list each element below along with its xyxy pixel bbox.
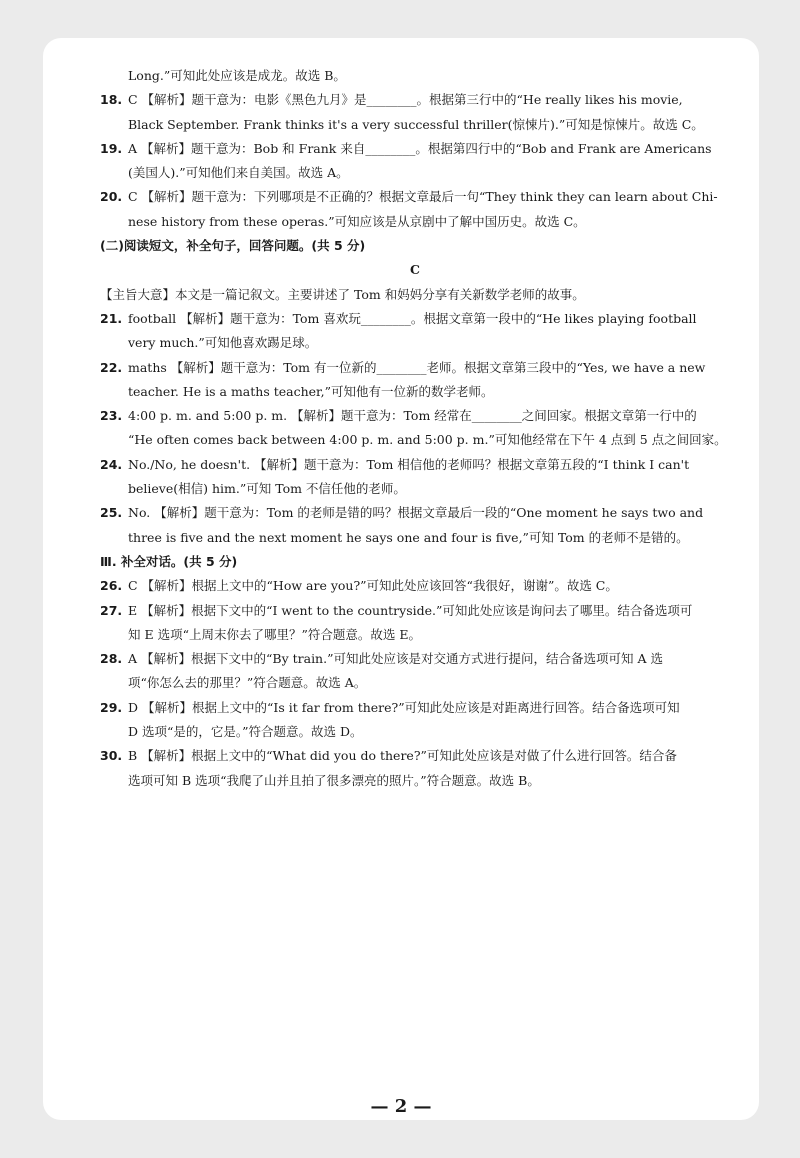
question-number: 30. xyxy=(100,748,123,764)
answer-21-line-1: 21. football 【解析】题干意为：Tom 喜欢玩________。根据文章第一段中的“He likes playing football xyxy=(100,307,730,331)
answer-29-line-2: D 选项“是的，它是。”符合题意。故选 D。 xyxy=(128,724,363,740)
answer-19-line-1: 19. A 【解析】题干意为：Bob 和 Frank 来自________。根据第四行中的“Bob and Frank are Americans xyxy=(100,137,730,161)
answer-27-line-1: 27. E 【解析】根据下文中的“I went to the countryside.”可知此处应该是询问去了哪里。结合备选项可 xyxy=(100,599,730,623)
answer-25-line-1: 25. No. 【解析】题干意为：Tom 的老师是错的吗？根据文章最后一段的“One moment he says two and xyxy=(100,501,730,525)
question-number: 19. xyxy=(100,140,123,156)
answer-29-line-1: 29. D 【解析】根据上文中的“Is it far from there?”可知此处应该是对距离进行回答。结合备选项可知 xyxy=(100,696,730,720)
answer-23-line-2: “He often comes back between 4:00 p. m. and 5:00 p. m.”可知他经常在下午 4 点到 5 点之间回家。 xyxy=(128,432,727,448)
section-heading-3: Ⅲ. 补全对话。(共 5 分) xyxy=(100,553,238,569)
continued-line: Long.”可知此处应该是成龙。故选 B。 xyxy=(128,68,346,83)
question-number: 27. xyxy=(100,602,123,618)
answer-28-line-2: 项“你怎么去的那里？”符合题意。故选 A。 xyxy=(128,675,367,691)
section-heading-2: (二)阅读短文，补全句子，回答问题。(共 5 分) xyxy=(100,238,366,254)
answer-24-line-2: believe(相信) him.”可知 Tom 不信任他的老师。 xyxy=(128,481,406,497)
answer-23-line-1: 23. 4:00 p. m. and 5:00 p. m. 【解析】题干意为：Tom 经常在________之间回家。根据文章第一行中的 xyxy=(100,404,730,428)
answer-26-line-1: 26. C 【解析】根据上文中的“How are you?”可知此处应该回答“我很好，谢谢”。故选 C。 xyxy=(100,574,730,598)
question-number: 25. xyxy=(100,505,123,521)
answer-28-line-1: 28. A 【解析】根据下文中的“By train.”可知此处应该是对交通方式进行提问，结合备选项可知 A 选 xyxy=(100,647,730,671)
question-number: 20. xyxy=(100,189,123,205)
question-number: 23. xyxy=(100,408,123,424)
answer-25-line-2: three is five and the next moment he says one and four is five,”可知 Tom 的老师不是错的。 xyxy=(128,529,689,545)
answer-18-line-1: 18. C 【解析】题干意为：电影《黑色九月》是________。根据第三行中的“He really likes his movie, xyxy=(100,88,730,112)
answer-27-line-2: 知 E 选项“上周末你去了哪里？”符合题意。故选 E。 xyxy=(128,626,421,642)
answer-20-line-2: nese history from these operas.”可知应该是从京剧中了解中国历史。故选 C。 xyxy=(128,213,586,229)
answer-page xyxy=(43,38,759,1120)
page-number: — 2 — xyxy=(370,1096,432,1117)
answer-content xyxy=(100,64,730,793)
question-number: 29. xyxy=(100,699,123,715)
question-number: 28. xyxy=(100,651,123,667)
question-number: 18. xyxy=(100,92,123,108)
answer-22-line-2: teacher. He is a maths teacher,”可知他有一位新的数学老师。 xyxy=(128,383,494,399)
answer-21-line-2: very much.”可知他喜欢踢足球。 xyxy=(128,335,318,351)
answer-24-line-1: 24. No./No, he doesn't. 【解析】题干意为：Tom 相信他的老师吗？根据文章第五段的“I think I can't xyxy=(100,453,730,477)
passage-label-c: C xyxy=(410,262,420,278)
answer-22-line-1: 22. maths 【解析】题干意为：Tom 有一位新的________老师。根据文章第三段中的“Yes, we have a new xyxy=(100,356,730,380)
answer-30-line-2: 选项可知 B 选项“我爬了山并且拍了很多漂亮的照片。”符合题意。故选 B。 xyxy=(128,772,540,788)
answer-19-line-2: (美国人).”可知他们来自美国。故选 A。 xyxy=(128,165,349,181)
question-number: 21. xyxy=(100,310,123,326)
question-number: 26. xyxy=(100,578,123,594)
question-number: 24. xyxy=(100,456,123,472)
answer-18-line-2: Black September. Frank thinks it's a very successful thriller(惊悚片).”可知是惊悚片。故选 C。 xyxy=(128,116,704,132)
answer-20-line-1: 20. C 【解析】题干意为：下列哪项是不正确的？根据文章最后一句“They think they can learn about Chi- xyxy=(100,185,730,209)
question-number: 22. xyxy=(100,359,123,375)
answer-30-line-1: 30. B 【解析】根据上文中的“What did you do there?”可知此处应该是对做了什么进行回答。结合备 xyxy=(100,744,730,768)
summary-line: 【主旨大意】本文是一篇记叙文。主要讲述了 Tom 和妈妈分享有关新数学老师的故事。 xyxy=(100,286,585,302)
